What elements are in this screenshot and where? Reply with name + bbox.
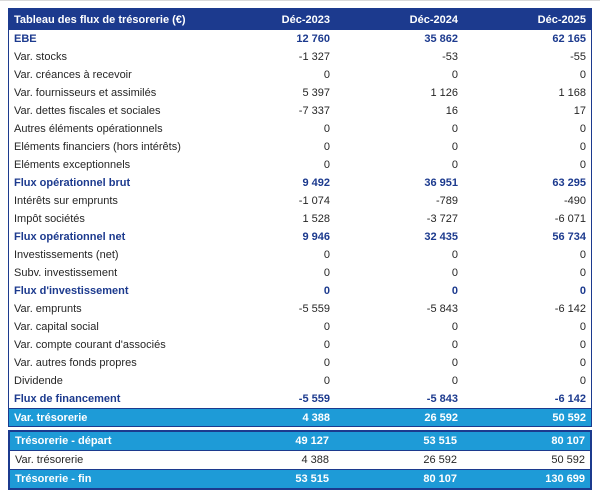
cashflow-statement [8, 8, 592, 490]
table-row [9, 246, 591, 264]
row-value: 0 [323, 321, 330, 333]
row-value: 9 492 [302, 177, 330, 189]
row-value: 0 [323, 285, 330, 297]
row-value: 9 946 [302, 231, 330, 243]
row-label: Var. créances à recevoir [14, 69, 132, 81]
row-label: Eléments financiers (hors intérêts) [14, 141, 181, 153]
row-label: Var. compte courant d'associés [14, 339, 166, 351]
table-row [9, 354, 591, 372]
row-value: -789 [435, 195, 458, 207]
table-row [9, 66, 591, 84]
table-row [9, 282, 591, 300]
row-label: Dividende [14, 375, 63, 387]
row-label: Impôt sociétés [14, 213, 85, 225]
row-value: 0 [451, 159, 458, 171]
table-row [9, 84, 591, 102]
row-label: Var. stocks [14, 51, 67, 63]
row-value: 0 [579, 285, 586, 297]
row-label: Trésorerie - fin [15, 473, 92, 485]
row-value: 0 [323, 249, 330, 261]
row-value: 0 [451, 375, 458, 387]
row-value: 0 [323, 141, 330, 153]
window-top-border [0, 0, 600, 1]
column-header-dec-2024: Déc-2024 [409, 13, 458, 26]
row-value: -6 071 [554, 213, 586, 225]
row-value: -1 074 [298, 195, 330, 207]
row-value: 0 [323, 123, 330, 135]
row-value: 0 [579, 141, 586, 153]
table-row [9, 138, 591, 156]
table-row [9, 390, 591, 408]
table-row [10, 450, 590, 470]
row-value: 0 [451, 141, 458, 153]
table-row [9, 210, 591, 228]
table-row [9, 156, 591, 174]
row-value: -55 [570, 51, 586, 63]
row-label: Flux d'investissement [14, 285, 129, 297]
row-value: 49 127 [295, 435, 329, 447]
row-value: 63 295 [552, 177, 586, 189]
table-row [9, 300, 591, 318]
row-value: 0 [579, 339, 586, 351]
row-value: 0 [451, 249, 458, 261]
row-label: Subv. investissement [14, 267, 118, 279]
row-value: -6 142 [554, 393, 586, 405]
row-value: -3 727 [426, 213, 458, 225]
row-value: -5 559 [298, 303, 330, 315]
row-value: 0 [579, 69, 586, 81]
row-value: 0 [323, 375, 330, 387]
table-row [9, 48, 591, 66]
row-value: 26 592 [424, 411, 458, 424]
row-value: 0 [579, 375, 586, 387]
row-label: Var. fournisseurs et assimilés [14, 87, 157, 99]
row-value: 36 951 [424, 177, 458, 189]
row-value: 1 528 [302, 213, 330, 225]
table-header-row [9, 9, 591, 30]
row-value: 0 [323, 267, 330, 279]
row-label: Var. emprunts [14, 303, 82, 315]
row-label: Var. trésorerie [15, 454, 84, 466]
table-row [9, 372, 591, 390]
row-value: 53 515 [295, 473, 329, 485]
row-label: Var. trésorerie [14, 411, 88, 424]
row-value: 80 107 [551, 435, 585, 447]
cashflow-table [8, 8, 592, 427]
table-row [9, 30, 591, 48]
row-value: -5 559 [298, 393, 330, 405]
row-value: 0 [451, 267, 458, 279]
row-value: -5 843 [426, 393, 458, 405]
column-header-dec-2025: Déc-2025 [537, 13, 586, 26]
row-value: 0 [579, 357, 586, 369]
table-body [9, 30, 591, 426]
table-row [9, 192, 591, 210]
table-title: Tableau des flux de trésorerie (€) [14, 13, 186, 26]
column-header-dec-2023: Déc-2023 [281, 13, 330, 26]
table-row [9, 264, 591, 282]
row-value: 17 [573, 105, 586, 117]
row-value: 1 168 [558, 87, 586, 99]
row-value: 0 [451, 357, 458, 369]
row-value: 62 165 [552, 33, 586, 45]
row-value: 0 [451, 285, 458, 297]
table-row [10, 470, 590, 488]
row-value: 50 592 [551, 454, 585, 466]
row-value: 53 515 [423, 435, 457, 447]
row-value: 4 388 [302, 411, 330, 424]
table-row [10, 432, 590, 450]
row-label: Var. capital social [14, 321, 99, 333]
row-value: 0 [451, 321, 458, 333]
table-row [9, 408, 591, 426]
table-row [9, 102, 591, 120]
row-label: Var. dettes fiscales et sociales [14, 105, 161, 117]
row-value: 0 [451, 339, 458, 351]
row-value: 0 [323, 357, 330, 369]
row-value: 0 [579, 123, 586, 135]
table-row [9, 120, 591, 138]
row-value: -53 [442, 51, 458, 63]
row-label: Eléments exceptionnels [14, 159, 131, 171]
row-value: -490 [563, 195, 586, 207]
table-row [9, 174, 591, 192]
row-value: 0 [579, 159, 586, 171]
table-row [9, 318, 591, 336]
row-value: -6 142 [554, 303, 586, 315]
row-label: Investissements (net) [14, 249, 119, 261]
row-value: 0 [323, 339, 330, 351]
row-value: 56 734 [552, 231, 586, 243]
row-value: 0 [579, 249, 586, 261]
table-row [9, 336, 591, 354]
row-value: 5 397 [302, 87, 330, 99]
row-value: 1 126 [430, 87, 458, 99]
row-value: -7 337 [298, 105, 330, 117]
row-value: 16 [445, 105, 458, 117]
row-label: Autres éléments opérationnels [14, 123, 163, 135]
row-value: 12 760 [296, 33, 330, 45]
row-value: 4 388 [301, 454, 329, 466]
row-value: 80 107 [423, 473, 457, 485]
row-value: 0 [579, 267, 586, 279]
treasury-summary-table [8, 430, 592, 490]
row-value: 0 [323, 159, 330, 171]
row-value: 130 699 [545, 473, 585, 485]
table-row [9, 228, 591, 246]
row-value: -5 843 [426, 303, 458, 315]
summary-table-body [10, 432, 590, 488]
row-label: Var. autres fonds propres [14, 357, 137, 369]
row-label: Trésorerie - départ [15, 435, 112, 447]
row-value: 0 [579, 321, 586, 333]
row-value: 0 [323, 69, 330, 81]
row-value: 32 435 [424, 231, 458, 243]
row-label: Flux de financement [14, 393, 121, 405]
row-value: 35 862 [424, 33, 458, 45]
row-label: Intérêts sur emprunts [14, 195, 118, 207]
row-value: 0 [451, 123, 458, 135]
row-label: EBE [14, 33, 37, 45]
row-value: 0 [451, 69, 458, 81]
row-value: 50 592 [552, 411, 586, 424]
row-value: 26 592 [423, 454, 457, 466]
row-label: Flux opérationnel brut [14, 177, 131, 189]
row-value: -1 327 [298, 51, 330, 63]
row-label: Flux opérationnel net [14, 231, 126, 243]
